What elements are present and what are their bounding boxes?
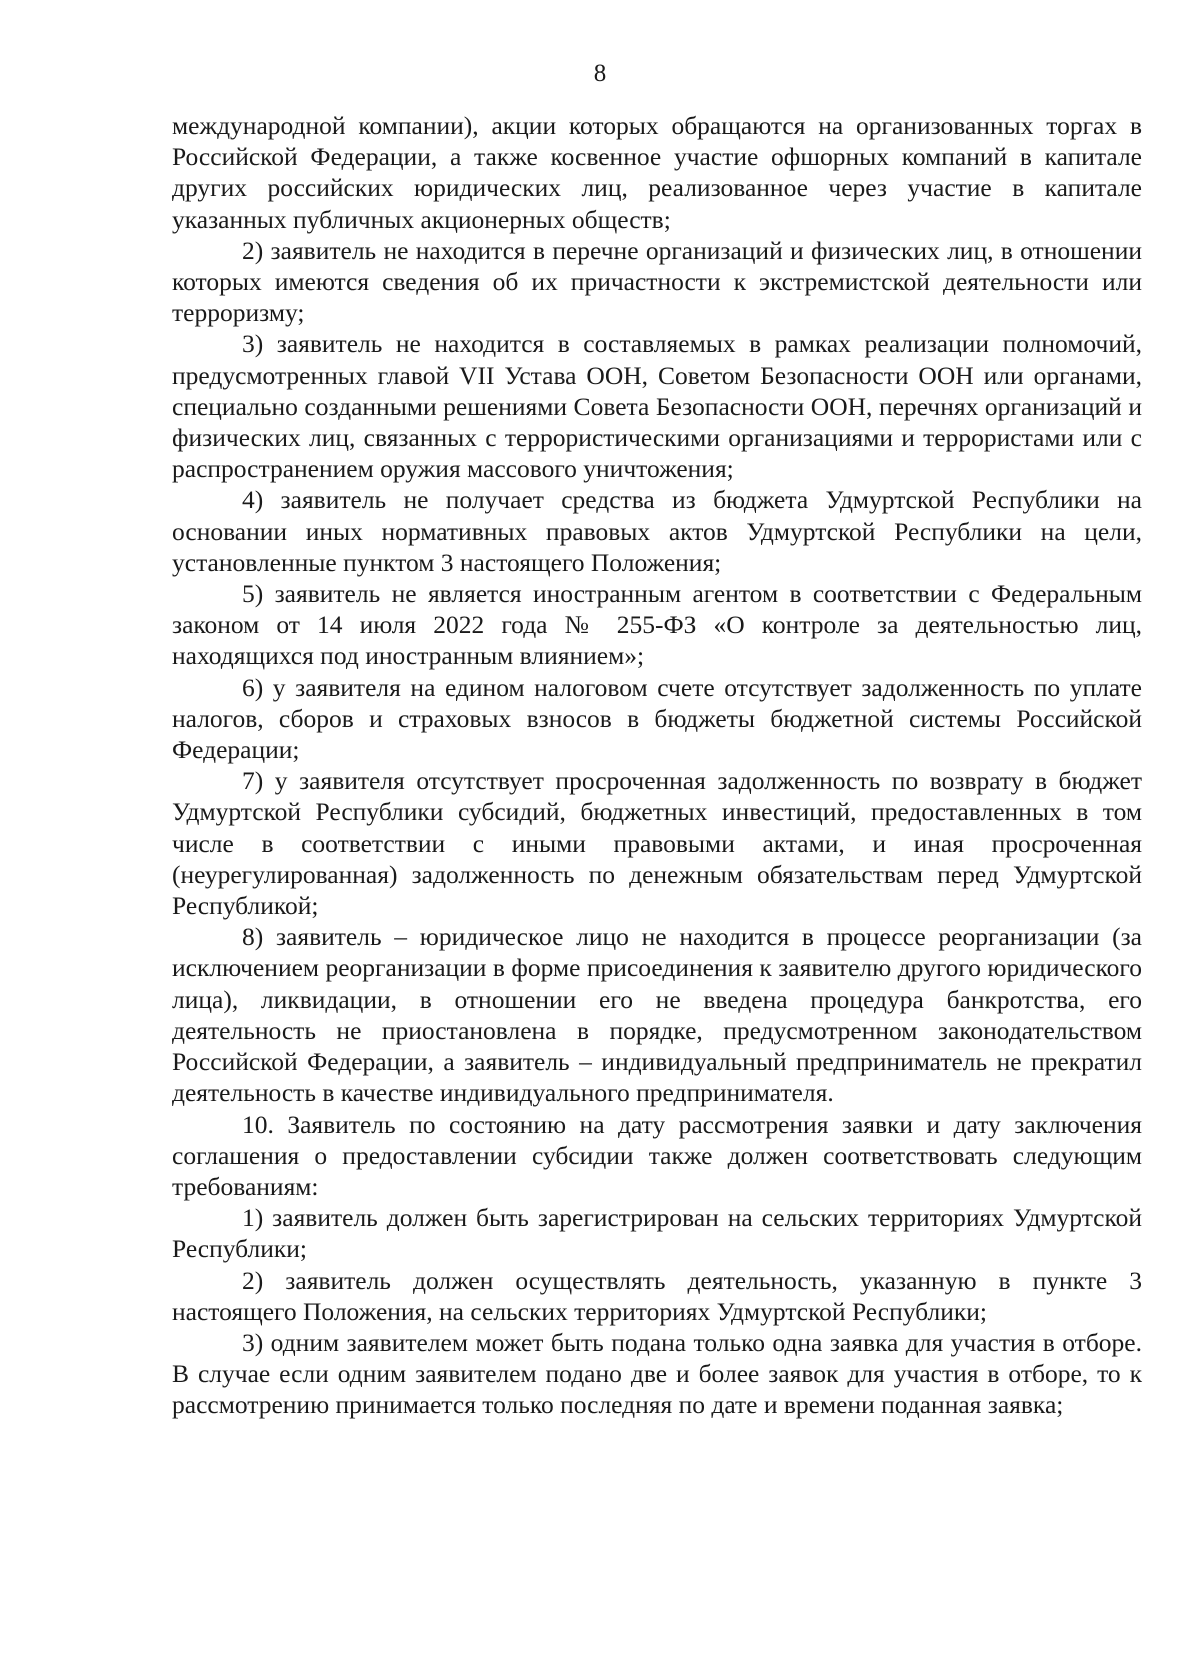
paragraph-item-8: 8) заявитель – юридическое лицо не находится в процессе реорганизации (за исключением реорганизации в форме присоединения к заявителю другого юридического лица), ликвидации, в отношении его не введена процедура банкротства, его деятельность не приостановлена в порядке, предусмотренном законодательством Российской Федерации, а заявитель – индивидуальный предприниматель не прекратил деятельность в качестве индивидуального предпринимателя. [172, 922, 1142, 1108]
paragraph-requirement-1: 1) заявитель должен быть зарегистрирован на сельских территориях Удмуртской Республики; [172, 1203, 1142, 1264]
paragraph-item-2: 2) заявитель не находится в перечне организаций и физических лиц, в отношении которых имеются сведения об их причастности к экстремистской деятельности или терроризму; [172, 235, 1142, 328]
document-body [172, 110, 1142, 1421]
paragraph-item-4: 4) заявитель не получает средства из бюджета Удмуртской Республики на основании иных нормативных правовых актов Удмуртской Республики на цели, установленные пунктом 3 настоящего Положения; [172, 485, 1142, 577]
paragraph-item-6: 6) у заявителя на едином налоговом счете отсутствует задолженность по уплате налогов, сборов и страховых взносов в бюджеты бюджетной системы Российской Федерации; [172, 672, 1142, 765]
page-number: 8 [593, 60, 607, 87]
paragraph-item-5: 5) заявитель не является иностранным агентом в соответствии с Федеральным законом от 14 июля 2022 года № 255-ФЗ «О контроле за деятельностью лиц, находящихся под иностранным влиянием»; [172, 579, 1142, 671]
paragraph-continuation: международной компании), акции которых обращаются на организованных торгах в Российской Федерации, а также косвенное участие офшорных компаний в капитале других российских юридических лиц, реализованное через участие в капитале указанных публичных акционерных обществ; [172, 111, 1142, 234]
paragraph-item-7: 7) у заявителя отсутствует просроченная задолженность по возврату в бюджет Удмуртской Республики субсидий, бюджетных инвестиций, предоставленных в том числе в соответствии с иными правовыми актами, и иная просроченная (неурегулированная) задолженность по денежным обязательствам перед Удмуртской Республикой; [172, 766, 1142, 921]
paragraph-section-10: 10. Заявитель по состоянию на дату рассмотрения заявки и дату заключения соглашения о предоставлении субсидии также должен соответствовать следующим требованиям: [172, 1109, 1142, 1201]
paragraph-item-3: 3) заявитель не находится в составляемых в рамках реализации полномочий, предусмотренных главой VII Устава ООН, Советом Безопасности ООН или органами, специально созданными решениями Совета Безопасности ООН, перечнях организаций и физических лиц, связанных с террористическими организациями и террористами или с распространением оружия массового уничтожения; [172, 329, 1142, 484]
paragraph-requirement-2: 2) заявитель должен осуществлять деятельность, указанную в пункте 3 настоящего Положения, на сельских территориях Удмуртской Республики; [172, 1265, 1142, 1326]
paragraph-requirement-3: 3) одним заявителем может быть подана только одна заявка для участия в отборе. В случае если одним заявителем подано две и более заявок для участия в отборе, то к рассмотрению принимается только последняя по дате и времени поданная заявка; [172, 1327, 1142, 1420]
